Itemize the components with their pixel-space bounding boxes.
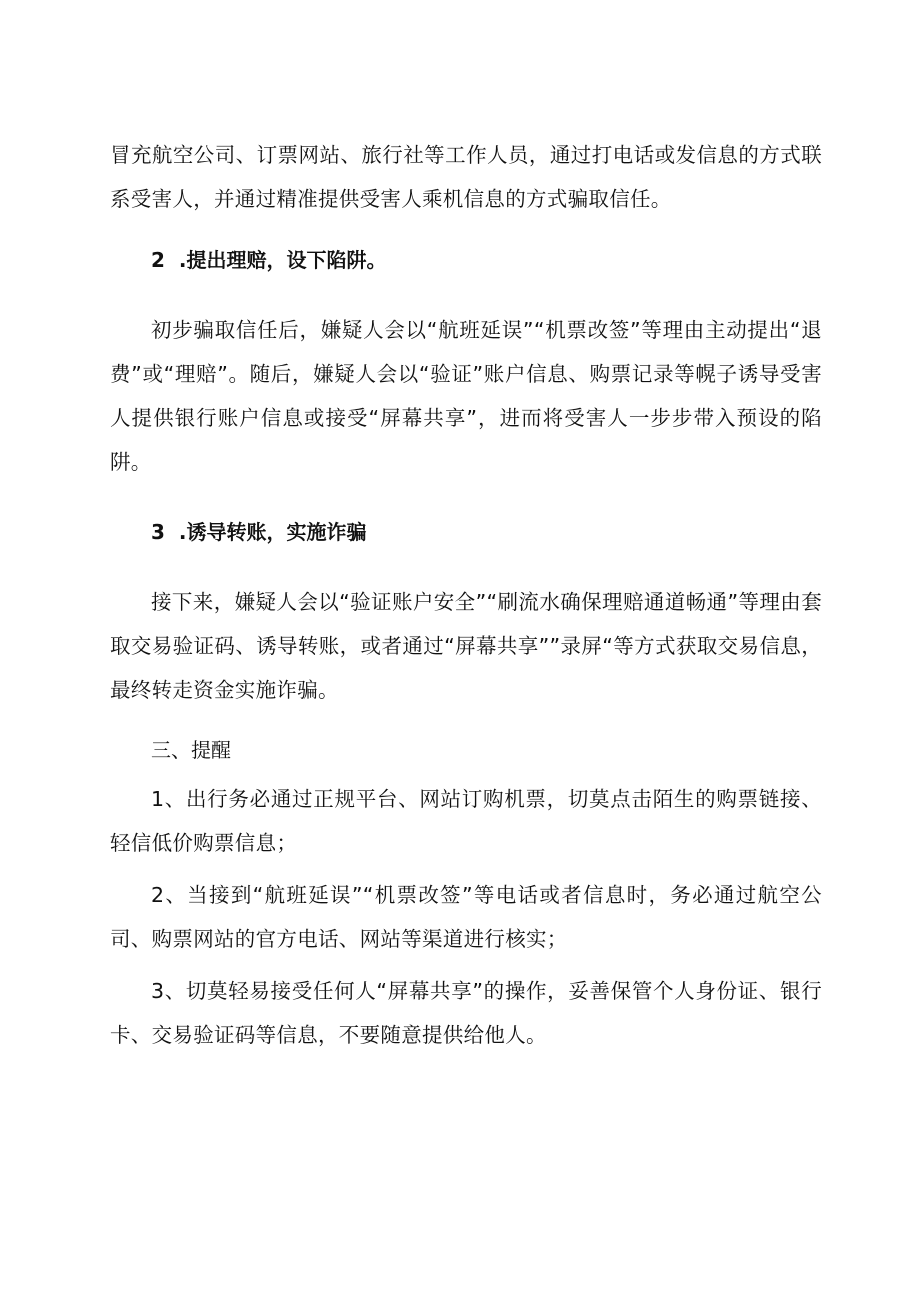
intro-paragraph: 冒充航空公司、订票网站、旅行社等工作人员，通过打电话或发信息的方式联系受害人，并通过精准提供受害人乘机信息的方式骗取信任。 [110, 143, 822, 211]
step2-paragraph: 初步骗取信任后，嫌疑人会以“航班延误”“机票改签”等理由主动提出“退费”或“理赔”。随后，嫌疑人会以“验证”账户信息、购票记录等幌子诱导受害人提供银行账户信息或接受“屏幕共享”，进而将受害人一步步带入预设的陷阱。 [110, 318, 822, 474]
reminder-item-2: 2、当接到“航班延误”“机票改签”等电话或者信息时，务必通过航空公司、购票网站的官方电话、网站等渠道进行核实； [110, 883, 822, 951]
step2-title: .提出理赔，设下陷阱。 [178, 248, 387, 272]
step3-heading [151, 517, 367, 547]
reminder-item-1: 1、出行务必通过正规平台、网站订购机票，切莫点击陌生的购票链接、轻信低价购票信息； [110, 787, 822, 855]
step3-paragraph: 接下来，嫌疑人会以“验证账户安全”“刷流水确保理赔通道畅通”等理由套取交易验证码、诱导转账，或者通过“屏幕共享””录屏“等方式获取交易信息，最终转走资金实施诈骗。 [110, 590, 822, 702]
reminders-title: 三、提醒 [151, 738, 231, 762]
reminder-item-3: 3、切莫轻易接受任何人“屏幕共享”的操作，妥善保管个人身份证、银行卡、交易验证码等信息，不要随意提供给他人。 [110, 979, 822, 1047]
step2-heading [151, 245, 387, 275]
step3-number: 3 [151, 520, 165, 544]
step3-title: .诱导转账，实施诈骗 [178, 520, 367, 544]
step2-number: 2 [151, 248, 165, 272]
